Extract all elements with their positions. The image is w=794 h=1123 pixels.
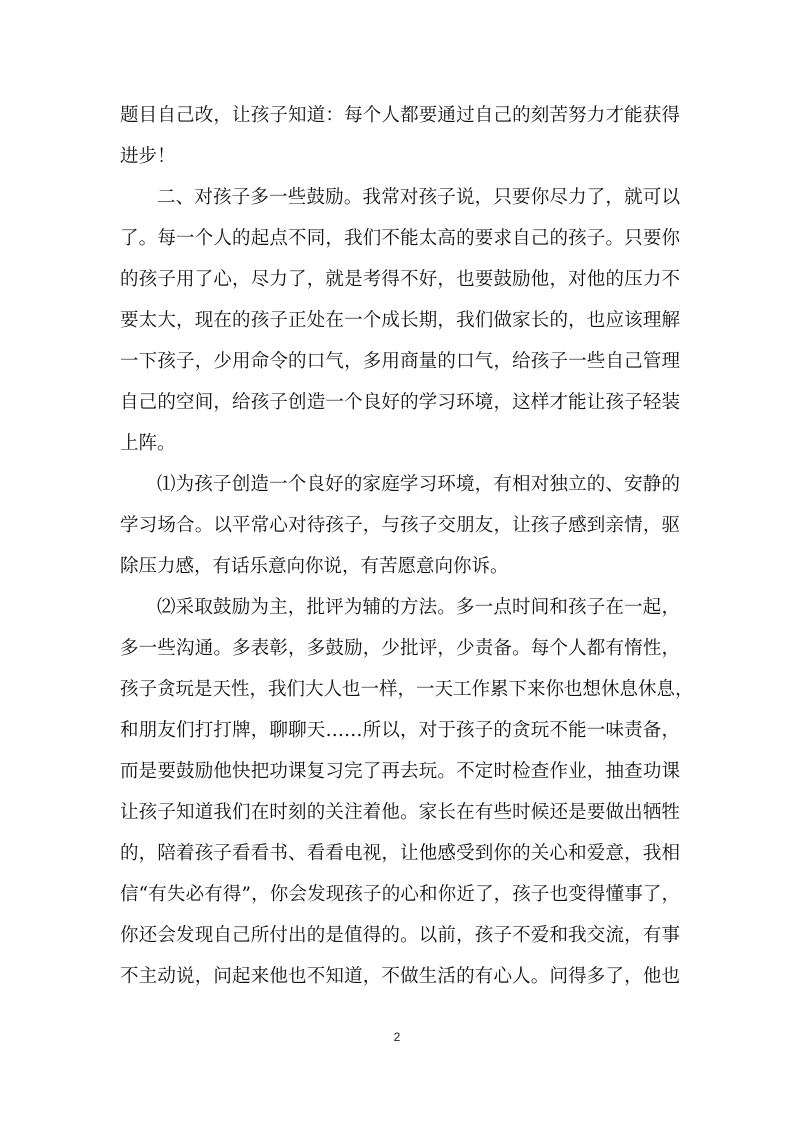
text-line: 你还会发现自己所付出的是值得的。以前，孩子不爱和我交流，有事 xyxy=(120,925,680,946)
text-line: ⑵采取鼓励为主，批评为辅的方法。多一点时间和孩子在一起， xyxy=(157,597,680,618)
paragraph-method xyxy=(120,587,694,997)
text-line: 多一些沟通。多表彰，多鼓励，少批评，少责备。每个人都有惰性， xyxy=(120,638,680,659)
text-line: 自己的空间，给孩子创造一个良好的学习环境，这样才能让孩子轻装 xyxy=(120,392,680,413)
text-line: 一下孩子，少用命令的口气，多用商量的口气，给孩子一些自己管理 xyxy=(120,351,680,372)
document-body xyxy=(120,95,694,997)
paragraph-environment xyxy=(120,464,680,587)
text-line: 而是要鼓励他快把功课复习完了再去玩。不定时检查作业，抽查功课 xyxy=(120,761,680,782)
text-line: 要太大，现在的孩子正处在一个成长期，我们做家长的，也应该理解 xyxy=(120,310,680,331)
text-line: 了。每一个人的起点不同，我们不能太高的要求自己的孩子。只要你 xyxy=(120,228,680,249)
paragraph-encouragement xyxy=(120,177,680,464)
text-line: 的，陪着孩子看看书、看看电视，让他感受到你的关心和爱意，我相 xyxy=(120,843,680,864)
text-line: 的孩子用了心，尽力了，就是考得不好，也要鼓励他，对他的压力不 xyxy=(120,269,680,290)
text-line: 上阵。 xyxy=(120,433,176,454)
text-line: 让孩子知道我们在时刻的关注着他。家长在有些时候还是要做出牺牲 xyxy=(120,802,680,823)
text-line: 二、对孩子多一些鼓励。我常对孩子说，只要你尽力了，就可以 xyxy=(157,187,680,208)
page-number: 2 xyxy=(393,1030,401,1044)
text-line: 和朋友们打打牌，聊聊天……所以，对于孩子的贪玩不能一味责备， xyxy=(120,720,680,741)
text-line: 不主动说，问起来他也不知道，不做生活的有心人。问得多了，他也 xyxy=(120,966,680,987)
text-line: 信“有失必有得”，你会发现孩子的心和你近了，孩子也变得懂事了， xyxy=(120,884,680,905)
text-line: 孩子贪玩是天性，我们大人也一样，一天工作累下来你也想休息休息， xyxy=(120,679,694,700)
text-line: ⑴为孩子创造一个良好的家庭学习环境，有相对独立的、安静的 xyxy=(157,474,680,495)
text-line: 学习场合。以平常心对待孩子，与孩子交朋友，让孩子感到亲情，驱 xyxy=(120,515,680,536)
paragraph-continuation xyxy=(120,95,680,177)
text-line: 题目自己改，让孩子知道：每个人都要通过自己的刻苦努力才能获得 xyxy=(120,105,680,126)
text-line: 进步！ xyxy=(120,146,176,167)
text-line: 除压力感，有话乐意向你说，有苦愿意向你诉。 xyxy=(120,556,509,577)
